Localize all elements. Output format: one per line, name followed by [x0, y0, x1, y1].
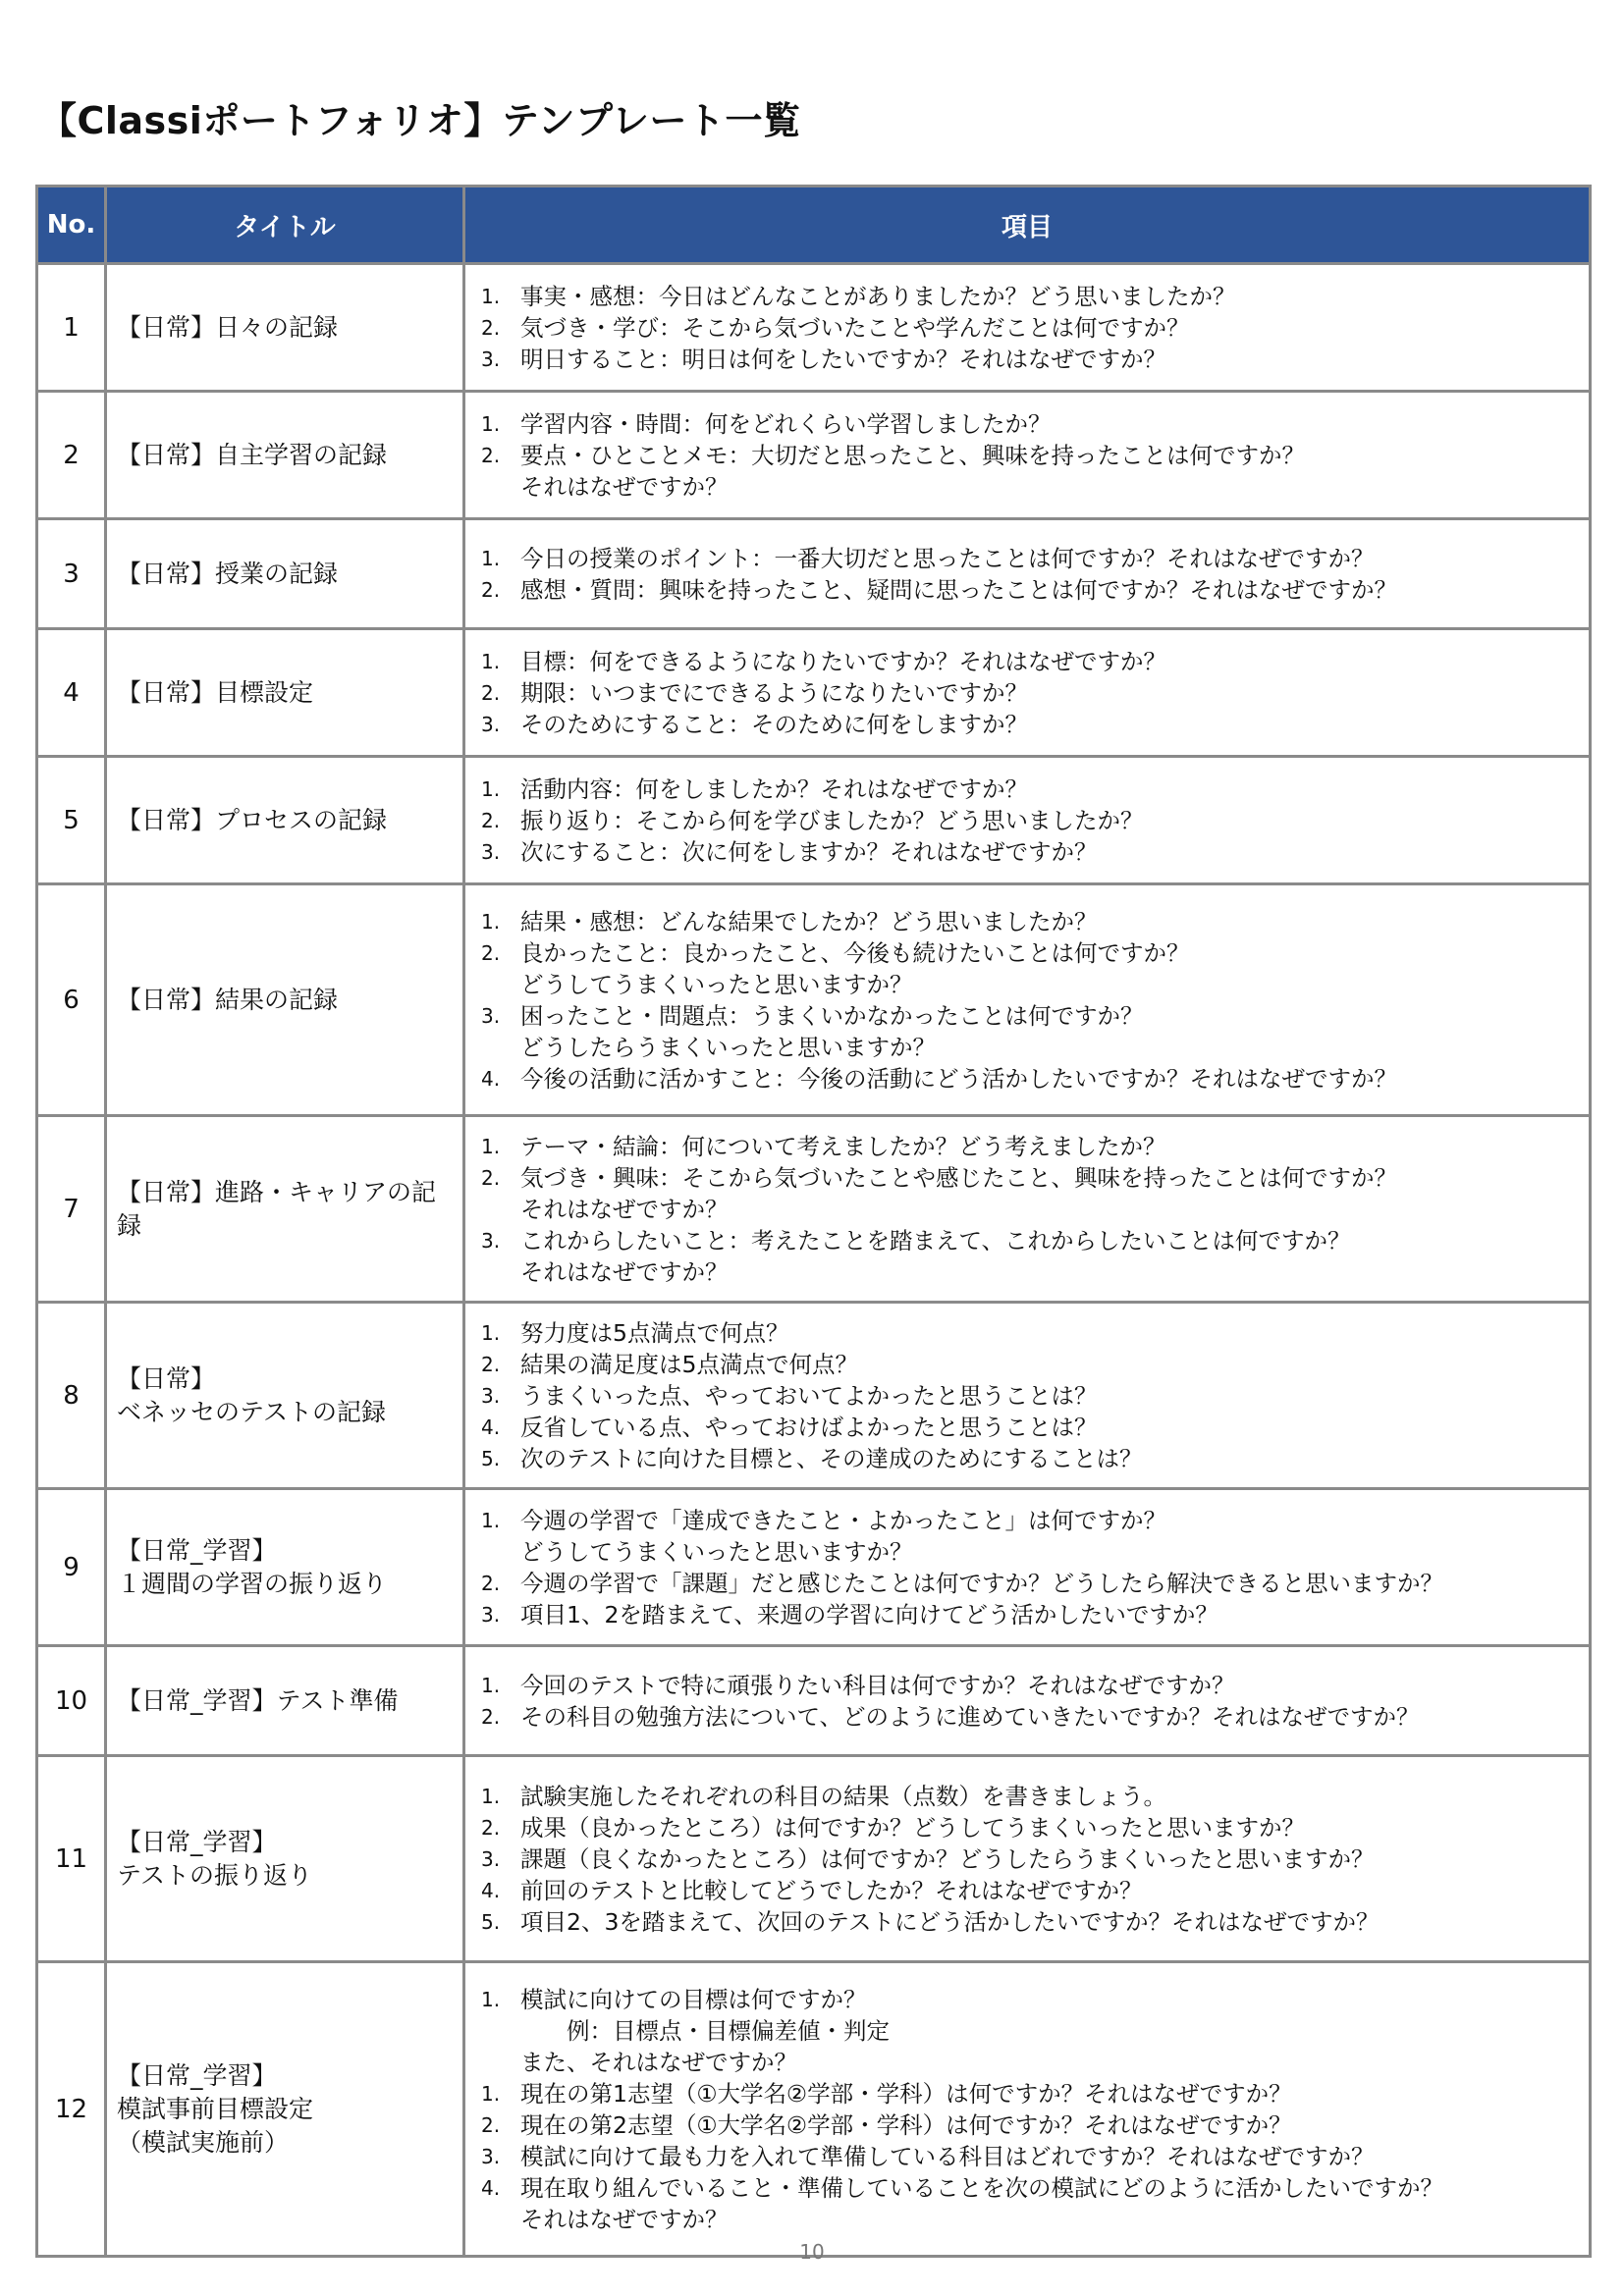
- header-no: No.: [37, 187, 106, 264]
- list-item: [481, 1701, 1579, 1733]
- table-row: [37, 757, 1591, 884]
- item-text: 前回のテストと比較してどうでしたか？それはなぜですか？: [520, 1876, 1143, 1904]
- item-text: 困ったこと・問題点：うまくいかなかったことは何ですか？ どうしたらうまくいったと思いますか？: [520, 1001, 1144, 1061]
- item-text: 良かったこと：良かったこと、今後も続けたいことは何ですか？ どうしてうまくいったと思いますか？: [520, 938, 1190, 998]
- row-title: 【日常】 ベネッセのテストの記録: [106, 1303, 464, 1489]
- item-number: 3.: [481, 1846, 501, 1871]
- item-text: 課題（良くなかったところ）は何ですか？どうしたらうまくいったと思いますか？: [520, 1844, 1375, 1873]
- list-item: [481, 344, 1579, 375]
- row-number: 7: [37, 1116, 106, 1303]
- list-item: [481, 1906, 1579, 1938]
- list-item: [481, 312, 1579, 344]
- list-item: [481, 709, 1579, 740]
- item-number: 3.: [481, 1383, 501, 1408]
- item-text: 次のテストに向けた目標と、その達成のためにすることは？: [520, 1444, 1143, 1472]
- item-list: [481, 774, 1579, 868]
- table-header: [37, 187, 1591, 264]
- item-number: 5.: [481, 1909, 501, 1934]
- item-list: [481, 1984, 1579, 2235]
- item-number: 1.: [481, 2081, 501, 2106]
- table-row: [37, 264, 1591, 392]
- item-text: 模試に向けて最も力を入れて準備している科目はどれですか？それはなぜですか？: [520, 2142, 1375, 2170]
- item-list: [481, 281, 1579, 375]
- item-list: [481, 1317, 1579, 1474]
- item-text: 試験実施したそれぞれの科目の結果（点数）を書きましょう。: [520, 1782, 1166, 1810]
- header-title: タイトル: [106, 187, 464, 264]
- item-number: 2.: [481, 443, 501, 467]
- page-title: 【Classiポートフォリオ】テンプレート一覧: [39, 99, 801, 142]
- item-text: その科目の勉強方法について、どのように進めていきたいですか？それはなぜですか？: [520, 1702, 1420, 1731]
- table-row: [37, 392, 1591, 519]
- item-list: [481, 1670, 1579, 1733]
- row-items: [464, 1646, 1591, 1756]
- row-title: 【日常_学習】 模試事前目標設定 （模試実施前）: [106, 1962, 464, 2257]
- item-number: 3.: [481, 1003, 501, 1028]
- item-number: 1.: [481, 649, 501, 673]
- list-item: [481, 1162, 1579, 1225]
- item-number: 2.: [481, 808, 501, 832]
- item-list: [481, 543, 1579, 606]
- item-number: 5.: [481, 1446, 501, 1470]
- item-number: 3.: [481, 712, 501, 736]
- item-list: [481, 906, 1579, 1095]
- item-text: 期限：いつまでにできるようになりたいですか？: [520, 678, 1028, 707]
- list-item: [481, 646, 1579, 677]
- item-number: 1.: [481, 1320, 501, 1345]
- list-item: [481, 408, 1579, 440]
- list-item: [481, 937, 1579, 1000]
- item-text: 要点・ひとことメモ：大切だと思ったこと、興味を持ったことは何ですか？ それはなぜですか？: [520, 441, 1305, 501]
- item-text: 今週の学習で「達成できたこと・よかったこと」は何ですか？ どうしてうまくいったと思いますか？: [520, 1506, 1166, 1566]
- list-item: [481, 1412, 1579, 1443]
- row-title: 【日常】プロセスの記録: [106, 757, 464, 884]
- list-item: [481, 1317, 1579, 1349]
- table-row: [37, 629, 1591, 757]
- item-text: そのためにすること：そのために何をしますか？: [520, 710, 1028, 738]
- row-number: 11: [37, 1756, 106, 1962]
- row-title: 【日常】進路・キャリアの記録: [106, 1116, 464, 1303]
- item-number: 3.: [481, 839, 501, 864]
- list-item: [481, 1568, 1579, 1599]
- item-number: 2.: [481, 1704, 501, 1729]
- item-text: 現在取り組んでいること・準備していることを次の模試にどのように活かしたいですか？ それはなぜですか？: [520, 2173, 1443, 2233]
- row-items: [464, 264, 1591, 392]
- list-item: [481, 1812, 1579, 1843]
- row-title: 【日常】自主学習の記録: [106, 392, 464, 519]
- item-text: 現在の第1志望（①大学名②学部・学科）は何ですか？それはなぜですか？: [520, 2079, 1292, 2108]
- item-text: 今週の学習で「課題」だと感じたことは何ですか？どうしたら解決できると思いますか？: [520, 1569, 1443, 1597]
- item-text: これからしたいこと：考えたことを踏まえて、これからしたいことは何ですか？ それはなぜですか？: [520, 1226, 1351, 1286]
- item-list: [481, 1505, 1579, 1630]
- row-items: [464, 519, 1591, 629]
- table-row: [37, 519, 1591, 629]
- row-title: 【日常】授業の記録: [106, 519, 464, 629]
- item-text: 現在の第2志望（①大学名②学部・学科）は何ですか？それはなぜですか？: [520, 2110, 1292, 2139]
- list-item: [481, 2109, 1579, 2141]
- list-item: [481, 677, 1579, 709]
- row-title: 【日常_学習】テスト準備: [106, 1646, 464, 1756]
- item-number: 1.: [481, 1784, 501, 1808]
- item-number: 3.: [481, 1228, 501, 1253]
- table-row: [37, 884, 1591, 1116]
- item-text: 気づき・興味：そこから気づいたことや感じたこと、興味を持ったことは何ですか？ それはなぜですか？: [520, 1163, 1397, 1223]
- list-item: [481, 906, 1579, 937]
- row-title: 【日常】目標設定: [106, 629, 464, 757]
- item-number: 1.: [481, 909, 501, 934]
- item-number: 1.: [481, 411, 501, 436]
- row-items: [464, 392, 1591, 519]
- list-item: [481, 543, 1579, 574]
- item-number: 1.: [481, 284, 501, 308]
- item-text: 今後の活動に活かすこと：今後の活動にどう活かしたいですか？それはなぜですか？: [520, 1064, 1397, 1093]
- item-text: 目標：何をできるようになりたいですか？それはなぜですか？: [520, 647, 1166, 675]
- item-number: 1.: [481, 546, 501, 570]
- row-title: 【日常_学習】 テストの振り返り: [106, 1756, 464, 1962]
- list-item: [481, 1843, 1579, 1875]
- item-number: 1.: [481, 776, 501, 801]
- list-item: [481, 1063, 1579, 1095]
- row-number: 9: [37, 1489, 106, 1646]
- item-number: 2.: [481, 315, 501, 340]
- item-number: 3.: [481, 347, 501, 371]
- item-text: テーマ・結論：何について考えましたか？どう考えましたか？: [520, 1132, 1166, 1160]
- list-item: [481, 281, 1579, 312]
- item-text: うまくいった点、やっておいてよかったと思うことは？: [520, 1381, 1098, 1410]
- item-text: 努力度は5点満点で何点？: [520, 1318, 789, 1347]
- list-item: [481, 1349, 1579, 1380]
- row-number: 12: [37, 1962, 106, 2257]
- row-title: 【日常】日々の記録: [106, 264, 464, 392]
- list-item: [481, 2141, 1579, 2172]
- item-text: 反省している点、やっておけばよかったと思うことは？: [520, 1413, 1098, 1441]
- list-item: [481, 1505, 1579, 1568]
- row-items: [464, 884, 1591, 1116]
- item-number: 1.: [481, 1987, 501, 2011]
- item-number: 2.: [481, 577, 501, 602]
- item-text: 活動内容：何をしましたか？それはなぜですか？: [520, 774, 1028, 803]
- row-number: 2: [37, 392, 106, 519]
- item-list: [481, 408, 1579, 503]
- item-list: [481, 646, 1579, 740]
- item-number: 2.: [481, 1352, 501, 1376]
- item-text: 事実・感想：今日はどんなことがありましたか？どう思いましたか？: [520, 282, 1236, 310]
- list-item: [481, 440, 1579, 503]
- item-text: 模試に向けての目標は何ですか？ 例：目標点・目標偏差値・判定 また、それはなぜですか？: [520, 1985, 890, 2076]
- item-number: 3.: [481, 1602, 501, 1627]
- table-row: [37, 1962, 1591, 2257]
- list-item: [481, 1781, 1579, 1812]
- table-row: [37, 1756, 1591, 1962]
- row-title: 【日常_学習】 １週間の学習の振り返り: [106, 1489, 464, 1646]
- item-text: 気づき・学び：そこから気づいたことや学んだことは何ですか？: [520, 313, 1190, 342]
- item-text: 成果（良かったところ）は何ですか？どうしてうまくいったと思いますか？: [520, 1813, 1305, 1842]
- row-number: 5: [37, 757, 106, 884]
- list-item: [481, 2172, 1579, 2235]
- row-title: 【日常】結果の記録: [106, 884, 464, 1116]
- list-item: [481, 1984, 1579, 2078]
- item-number: 4.: [481, 1878, 501, 1902]
- list-item: [481, 574, 1579, 606]
- item-number: 2.: [481, 2112, 501, 2137]
- list-item: [481, 1670, 1579, 1701]
- row-number: 10: [37, 1646, 106, 1756]
- row-items: [464, 1962, 1591, 2257]
- item-number: 1.: [481, 1134, 501, 1158]
- row-number: 8: [37, 1303, 106, 1489]
- item-number: 3.: [481, 2144, 501, 2168]
- list-item: [481, 1131, 1579, 1162]
- item-text: 結果の満足度は5点満点で何点？: [520, 1350, 858, 1378]
- item-number: 1.: [481, 1673, 501, 1697]
- list-item: [481, 805, 1579, 836]
- row-items: [464, 1489, 1591, 1646]
- item-text: 感想・質問：興味を持ったこと、疑問に思ったことは何ですか？それはなぜですか？: [520, 575, 1397, 604]
- row-number: 1: [37, 264, 106, 392]
- page-number: 10: [799, 2240, 825, 2264]
- item-number: 2.: [481, 1815, 501, 1840]
- item-number: 1.: [481, 1508, 501, 1532]
- item-number: 4.: [481, 1066, 501, 1091]
- item-text: 項目2、3を踏まえて、次回のテストにどう活かしたいですか？それはなぜですか？: [520, 1907, 1380, 1936]
- row-items: [464, 757, 1591, 884]
- item-text: 今回のテストで特に頑張りたい科目は何ですか？それはなぜですか？: [520, 1671, 1235, 1699]
- row-items: [464, 1116, 1591, 1303]
- row-number: 3: [37, 519, 106, 629]
- item-list: [481, 1781, 1579, 1938]
- list-item: [481, 774, 1579, 805]
- list-item: [481, 1875, 1579, 1906]
- row-number: 4: [37, 629, 106, 757]
- list-item: [481, 1380, 1579, 1412]
- item-text: 次にすること：次に何をしますか？それはなぜですか？: [520, 837, 1098, 866]
- item-number: 4.: [481, 2175, 501, 2200]
- table-row: [37, 1646, 1591, 1756]
- header-items: 項目: [464, 187, 1591, 264]
- list-item: [481, 836, 1579, 868]
- row-number: 6: [37, 884, 106, 1116]
- item-number: 2.: [481, 1571, 501, 1595]
- row-items: [464, 1303, 1591, 1489]
- list-item: [481, 2078, 1579, 2109]
- item-text: 結果・感想：どんな結果でしたか？どう思いましたか？: [520, 907, 1098, 935]
- item-number: 2.: [481, 1165, 501, 1190]
- row-items: [464, 629, 1591, 757]
- row-items: [464, 1756, 1591, 1962]
- list-item: [481, 1599, 1579, 1630]
- table-row: [37, 1303, 1591, 1489]
- item-number: 2.: [481, 680, 501, 705]
- template-table: [35, 185, 1592, 2258]
- list-item: [481, 1000, 1579, 1063]
- item-text: 明日すること：明日は何をしたいですか？それはなぜですか？: [520, 345, 1166, 373]
- table-row: [37, 1489, 1591, 1646]
- item-list: [481, 1131, 1579, 1288]
- item-text: 今日の授業のポイント：一番大切だと思ったことは何ですか？それはなぜですか？: [520, 544, 1375, 572]
- item-number: 4.: [481, 1415, 501, 1439]
- item-text: 学習内容・時間：何をどれくらい学習しましたか？: [520, 409, 1052, 438]
- table-row: [37, 1116, 1591, 1303]
- list-item: [481, 1225, 1579, 1288]
- table-body: [37, 264, 1591, 2257]
- item-text: 振り返り：そこから何を学びましたか？どう思いましたか？: [520, 806, 1144, 834]
- item-text: 項目1、2を踏まえて、来週の学習に向けてどう活かしたいですか？: [520, 1600, 1218, 1629]
- item-number: 2.: [481, 940, 501, 965]
- list-item: [481, 1443, 1579, 1474]
